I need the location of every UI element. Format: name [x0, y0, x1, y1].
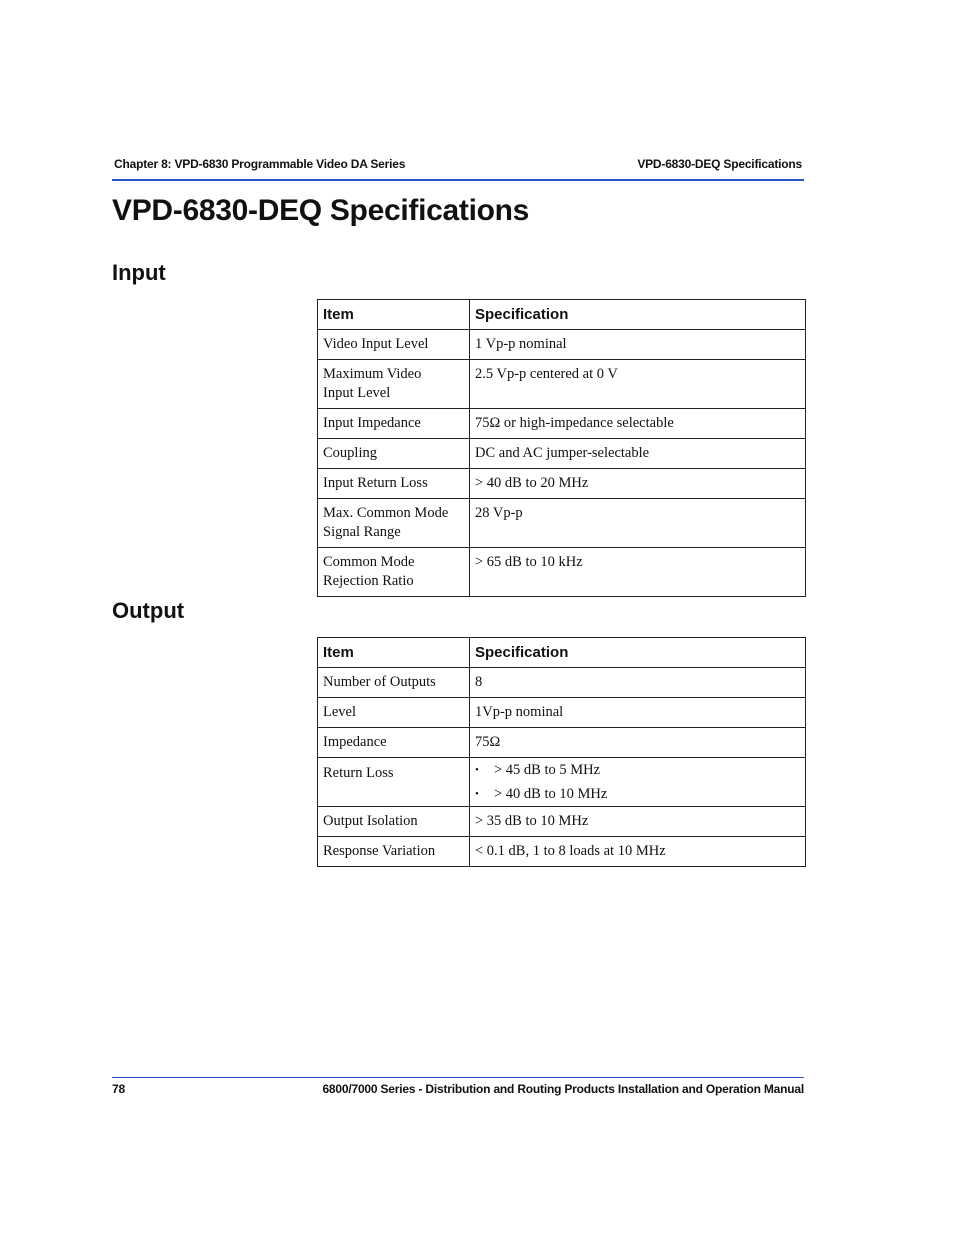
table-row [318, 668, 806, 698]
input-spec-table [317, 299, 806, 597]
column-header-item: Item [318, 638, 470, 668]
manual-title: 6800/7000 Series - Distribution and Routing Products Installation and Operation Manual [322, 1082, 804, 1096]
table-header-row [318, 638, 806, 668]
table-header-row [318, 300, 806, 330]
table-row [318, 837, 806, 867]
return-loss-list [475, 758, 800, 806]
list-item: • > 45 dB to 5 MHz [475, 758, 800, 782]
item-cell: Output Isolation [318, 807, 470, 837]
table-row [318, 409, 806, 439]
spec-cell [470, 758, 806, 807]
spec-cell: 75Ω [470, 728, 806, 758]
table-row [318, 439, 806, 469]
output-heading: Output [112, 598, 185, 623]
item-cell: Coupling [318, 439, 470, 469]
spec-cell: 75Ω or high-impedance selectable [470, 409, 806, 439]
item-cell: Response Variation [318, 837, 470, 867]
item-cell: Input Impedance [318, 409, 470, 439]
section-title: VPD-6830-DEQ Specifications [637, 157, 802, 171]
table-row [318, 728, 806, 758]
item-cell: Maximum Video Input Level [318, 360, 470, 409]
chapter-title: Chapter 8: VPD-6830 Programmable Video DA Series [114, 157, 406, 171]
footer-divider [112, 1077, 804, 1078]
spec-cell: > 40 dB to 20 MHz [470, 469, 806, 499]
item-cell: Input Return Loss [318, 469, 470, 499]
table-row [318, 807, 806, 837]
table-row [318, 330, 806, 360]
page-title: VPD-6830-DEQ Specifications [112, 194, 530, 227]
spec-cell: < 0.1 dB, 1 to 8 loads at 10 MHz [470, 837, 806, 867]
item-cell: Impedance [318, 728, 470, 758]
item-cell: Level [318, 698, 470, 728]
column-header-item: Item [318, 300, 470, 330]
page-number: 78 [112, 1082, 125, 1096]
table-row [318, 469, 806, 499]
table-row [318, 758, 806, 807]
item-cell: Number of Outputs [318, 668, 470, 698]
item-cell: Max. Common Mode Signal Range [318, 499, 470, 548]
spec-cell: 2.5 Vp-p centered at 0 V [470, 360, 806, 409]
table-row [318, 698, 806, 728]
input-heading: Input [112, 260, 166, 285]
list-item: • > 40 dB to 10 MHz [475, 782, 800, 806]
item-cell: Video Input Level [318, 330, 470, 360]
spec-cell: 1 Vp-p nominal [470, 330, 806, 360]
item-cell: Return Loss [318, 758, 470, 807]
running-header [112, 155, 804, 181]
spec-cell: > 35 dB to 10 MHz [470, 807, 806, 837]
spec-cell: 28 Vp-p [470, 499, 806, 548]
spec-cell: 8 [470, 668, 806, 698]
spec-cell: 1Vp-p nominal [470, 698, 806, 728]
column-header-specification: Specification [470, 300, 806, 330]
table-row [318, 499, 806, 548]
column-header-specification: Specification [470, 638, 806, 668]
spec-cell: DC and AC jumper-selectable [470, 439, 806, 469]
table-row [318, 360, 806, 409]
item-cell: Common Mode Rejection Ratio [318, 548, 470, 597]
table-row [318, 548, 806, 597]
output-spec-table [317, 637, 806, 867]
spec-cell: > 65 dB to 10 kHz [470, 548, 806, 597]
